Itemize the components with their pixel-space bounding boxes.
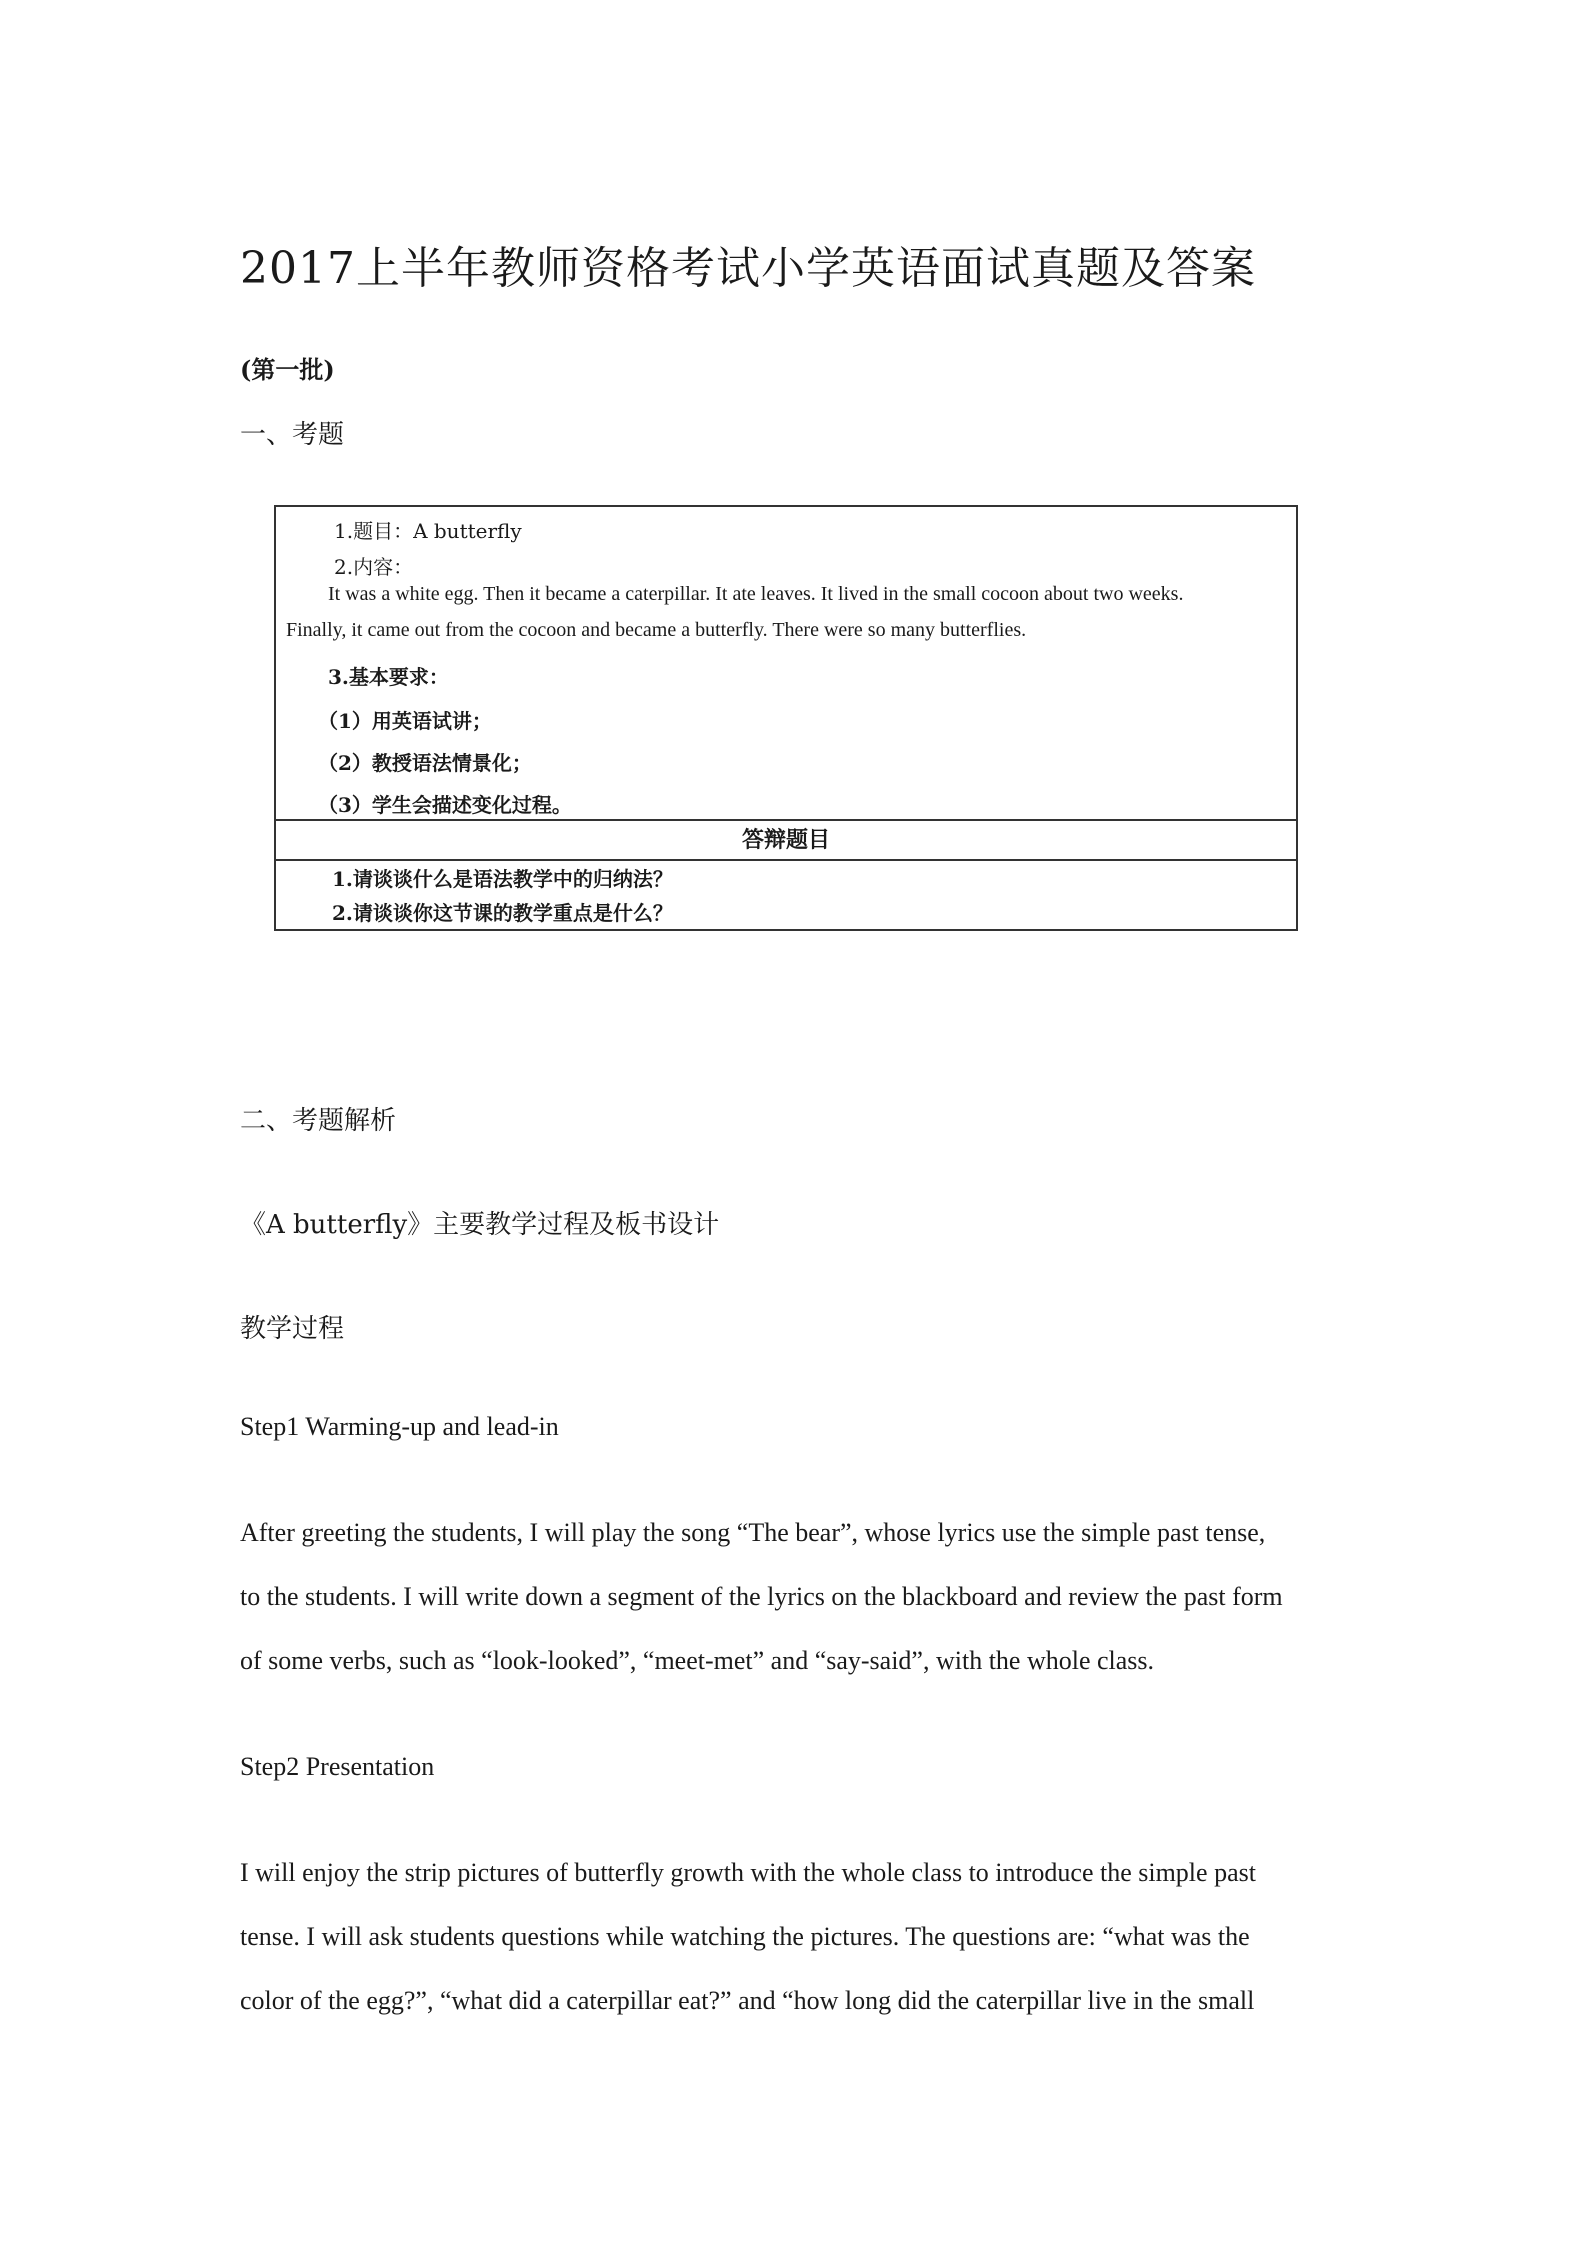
batch-label: (第一批)	[240, 355, 335, 384]
step2-paragraph-line-1: I will enjoy the strip pictures of butterfly growth with the whole class to introduce the simple past	[240, 1858, 1256, 1887]
step1-heading: Step1 Warming-up and lead-in	[240, 1412, 559, 1441]
section-heading-analysis: 二、考题解析	[240, 1106, 397, 1136]
requirements-label: 3.基本要求：	[328, 665, 449, 689]
requirement-3: （3）学生会描述变化过程。	[318, 793, 572, 817]
step2-paragraph-line-3: color of the egg?”, “what did a caterpillar eat?” and “how long did the caterpillar live in the small	[240, 1986, 1255, 2015]
step2-heading: Step2 Presentation	[240, 1752, 435, 1781]
defense-question-2: 2.请谈谈你这节课的教学重点是什么？	[332, 901, 673, 925]
requirement-2: （2）教授语法情景化；	[318, 751, 532, 775]
document-title: 2017上半年教师资格考试小学英语面试真题及答案	[240, 243, 1256, 294]
defense-header: 答辩题目	[276, 821, 1296, 861]
question-content-label: 2.内容：	[334, 555, 414, 579]
exam-question-box	[274, 505, 1298, 931]
question-text-line-1: It was a white egg. Then it became a caterpillar. It ate leaves. It lived in the small cocoon about two weeks.	[328, 583, 1184, 605]
step1-paragraph-line-2: to the students. I will write down a segment of the lyrics on the blackboard and review the past form	[240, 1582, 1283, 1611]
question-content-cell	[276, 507, 1296, 821]
section-heading-questions: 一、考题	[240, 420, 345, 450]
step1-paragraph-line-3: of some verbs, such as “look-looked”, “meet-met” and “say-said”, with the whole class.	[240, 1646, 1155, 1675]
requirement-1: （1）用英语试讲；	[318, 709, 492, 733]
defense-questions-cell	[276, 861, 1296, 929]
step1-paragraph-line-1: After greeting the students, I will play the song “The bear”, whose lyrics use the simple past tense,	[240, 1518, 1266, 1547]
question-text-line-2: Finally, it came out from the cocoon and became a butterfly. There were so many butterflies.	[286, 619, 1027, 641]
defense-question-1: 1.请谈谈什么是语法教学中的归纳法？	[332, 867, 673, 891]
teaching-process-heading: 教学过程	[240, 1314, 345, 1344]
step2-paragraph-line-2: tense. I will ask students questions while watching the pictures. The questions are: “what was the	[240, 1922, 1250, 1951]
question-topic: 1.题目：A butterfly	[334, 519, 522, 543]
analysis-subtitle: 《A butterfly》主要教学过程及板书设计	[240, 1210, 720, 1240]
